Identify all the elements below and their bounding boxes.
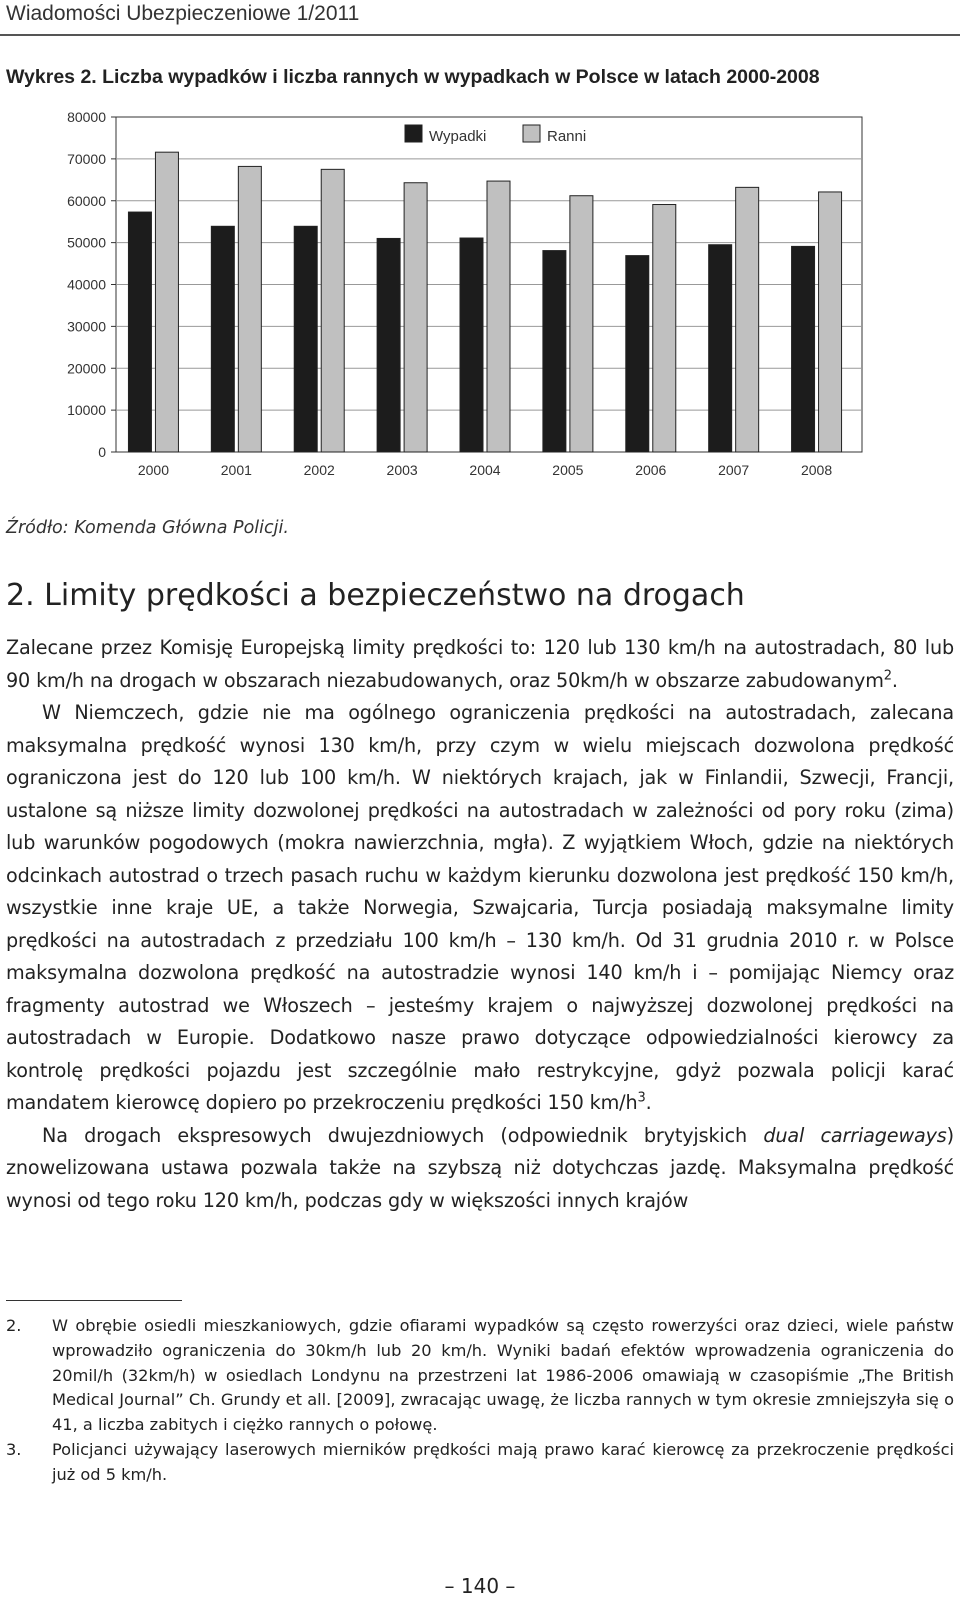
paragraph-1-text: Zalecane przez Komisję Europejską limity prędkości to: 120 lub 130 km/h na autostradach, 80 lub 90 km/h na drogach w obszarach niezabudowanych, oraz 50km/h w obszarze zabudowanym bbox=[6, 636, 954, 692]
page-number: – 140 – bbox=[444, 1574, 516, 1598]
x-tick-label: 2001 bbox=[220, 462, 252, 478]
bar-ranni-2000 bbox=[155, 152, 178, 452]
footnote-number: 2. bbox=[6, 1316, 22, 1335]
footnotes bbox=[6, 1314, 954, 1488]
bar-ranni-2003 bbox=[404, 183, 427, 452]
bar-wypadki-2007 bbox=[709, 245, 732, 452]
y-tick-label: 10000 bbox=[67, 402, 106, 419]
footnote-rule bbox=[6, 1300, 182, 1301]
bar-wypadki-2008 bbox=[792, 246, 815, 452]
y-tick-label: 30000 bbox=[67, 318, 106, 335]
y-tick-label: 60000 bbox=[67, 192, 106, 209]
paragraph-2-end: . bbox=[645, 1091, 652, 1114]
x-tick-label: 2000 bbox=[137, 462, 170, 478]
bar-ranni-2007 bbox=[736, 187, 759, 452]
bar-wypadki-2004 bbox=[460, 238, 483, 452]
x-tick-label: 2005 bbox=[552, 462, 584, 478]
footnote-2 bbox=[6, 1314, 954, 1438]
x-tick-label: 2003 bbox=[386, 462, 418, 478]
bar-chart bbox=[0, 100, 960, 490]
running-head: Wiadomości Ubezpieczeniowe 1/2011 bbox=[6, 2, 360, 25]
section-title: 2. Limity prędkości a bezpieczeństwo na drogach bbox=[6, 578, 745, 613]
x-tick-label: 2006 bbox=[635, 462, 667, 478]
y-tick-label: 80000 bbox=[67, 109, 106, 125]
bar-wypadki-2002 bbox=[294, 226, 317, 452]
paragraph-2 bbox=[6, 697, 954, 1120]
bar-wypadki-2006 bbox=[626, 256, 649, 452]
footnote-ref-3[interactable]: 3 bbox=[637, 1090, 646, 1106]
bar-ranni-2004 bbox=[487, 181, 510, 452]
x-tick-label: 2007 bbox=[718, 462, 750, 478]
bar-wypadki-2003 bbox=[377, 238, 400, 452]
footnote-3 bbox=[6, 1438, 954, 1488]
paragraph-3-italic: dual carriageways bbox=[763, 1123, 947, 1147]
header-rule bbox=[0, 34, 960, 36]
x-tick-label: 2004 bbox=[469, 462, 501, 478]
x-tick-label: 2002 bbox=[303, 462, 335, 478]
y-tick-label: 70000 bbox=[67, 150, 106, 167]
footnote-text: Policjanci używający laserowych mierników prędkości mają prawo karać kierowcę za przekroczenie prędkości już od 5 km/h. bbox=[52, 1439, 954, 1484]
footnote-text: W obrębie osiedli mieszkaniowych, gdzie ofiarami wypadków są często rowerzyści oraz dzieci, wiele państw wprowadziło ograniczenia do 30km/h lub 20 km/h. Wyniki badań efektów wprowadzenia ograniczenia do 20mil/h (32km/h) w osiedlach Londynu na przestrzeni lat 1986-2006 omawiają w czasopiśmie „The British Medical Journal” Ch. Grundy et all. [2009], zwracając uwagę, że liczba rannych w tym okresie zmniejszyła się o 41, a liczba zabitych i ciężko rannych o połowę. bbox=[52, 1316, 954, 1435]
bar-ranni-2005 bbox=[570, 196, 593, 452]
legend-label-wypadki: Wypadki bbox=[429, 128, 487, 145]
footnote-number: 3. bbox=[6, 1439, 22, 1459]
paragraph-2-text: W Niemczech, gdzie nie ma ogólnego ograniczenia prędkości na autostradach, zalecana maksymalna prędkość wynosi 130 km/h, przy czym w wielu miejscach dozwolona prędkość ograniczona jest do 120 lub 100 km/h. W niektórych krajach, jak w Finlandii, Szwecji, Francji, ustalone są niższe limity dozwolonej prędkości na autostradach w zależności od pory roku (zima) lub warunków pogodowych (mokra nawierzchnia, mgła). Z wyjątkiem Włoch, gdzie na niektórych odcinkach autostrad o trzech pasach ruchu w każdym kierunku dozwolona jest prędkość 150 km/h, wszystkie inne kraje UE, a także Norwegia, Szwajcaria, Turcja posiadają maksymalne limity prędkości na autostradach z przedziału 100 km/h – 130 km/h. Od 31 grudnia 2010 r. w Polsce maksymalna dozwolona prędkość na autostradzie wynosi 140 km/h i – pomijając Niemcy oraz fragmenty autostrad we Włoszech – jesteśmy krajem o najwyższej dozwolonej prędkości na autostradach w Europie. Dodatkowo nasze prawo dotyczące odpowiedzialności kierowcy za kontrolę prędkości pojazdu jest szczególnie mało restrykcyjne, gdyż pozwala policji karać mandatem kierowcę dopiero po przekroczeniu prędkości 150 km/h bbox=[6, 701, 954, 1114]
x-tick-label: 2008 bbox=[800, 462, 833, 478]
paragraph-1-end: . bbox=[891, 668, 898, 692]
paragraph-3-end: ) znowelizowana ustawa pozwala także na szybszą niż dotychczas jazdę. Maksymalna prędkość wynosi od tego roku 120 km/h, podczas gdy w większości innych krajów bbox=[6, 1123, 954, 1212]
footnote-ref-2[interactable]: 2 bbox=[883, 668, 892, 684]
legend-label-ranni: Ranni bbox=[547, 128, 587, 145]
y-tick-label: 20000 bbox=[67, 360, 106, 377]
y-tick-label: 40000 bbox=[67, 276, 106, 293]
y-tick-label: 0 bbox=[98, 444, 106, 460]
figure-source: Źródło: Komenda Główna Policji. bbox=[6, 518, 289, 538]
bar-ranni-2001 bbox=[238, 166, 261, 452]
bar-ranni-2002 bbox=[321, 169, 344, 452]
legend-swatch-ranni bbox=[523, 125, 540, 142]
paragraph-3 bbox=[6, 1120, 954, 1218]
bar-ranni-2008 bbox=[819, 192, 842, 452]
legend-swatch-wypadki bbox=[405, 125, 422, 142]
bar-wypadki-2000 bbox=[128, 212, 151, 452]
bar-ranni-2006 bbox=[653, 205, 676, 452]
bar-wypadki-2005 bbox=[543, 251, 566, 452]
bar-wypadki-2001 bbox=[211, 226, 234, 452]
paragraph-1 bbox=[6, 632, 954, 697]
figure-title: Wykres 2. Liczba wypadków i liczba rannych w wypadkach w Polsce w latach 2000-2008 bbox=[6, 66, 820, 88]
body-text bbox=[6, 632, 954, 1217]
y-tick-label: 50000 bbox=[67, 234, 106, 251]
paragraph-3-start: Na drogach ekspresowych dwujezdniowych (odpowiednik brytyjskich bbox=[42, 1123, 764, 1147]
